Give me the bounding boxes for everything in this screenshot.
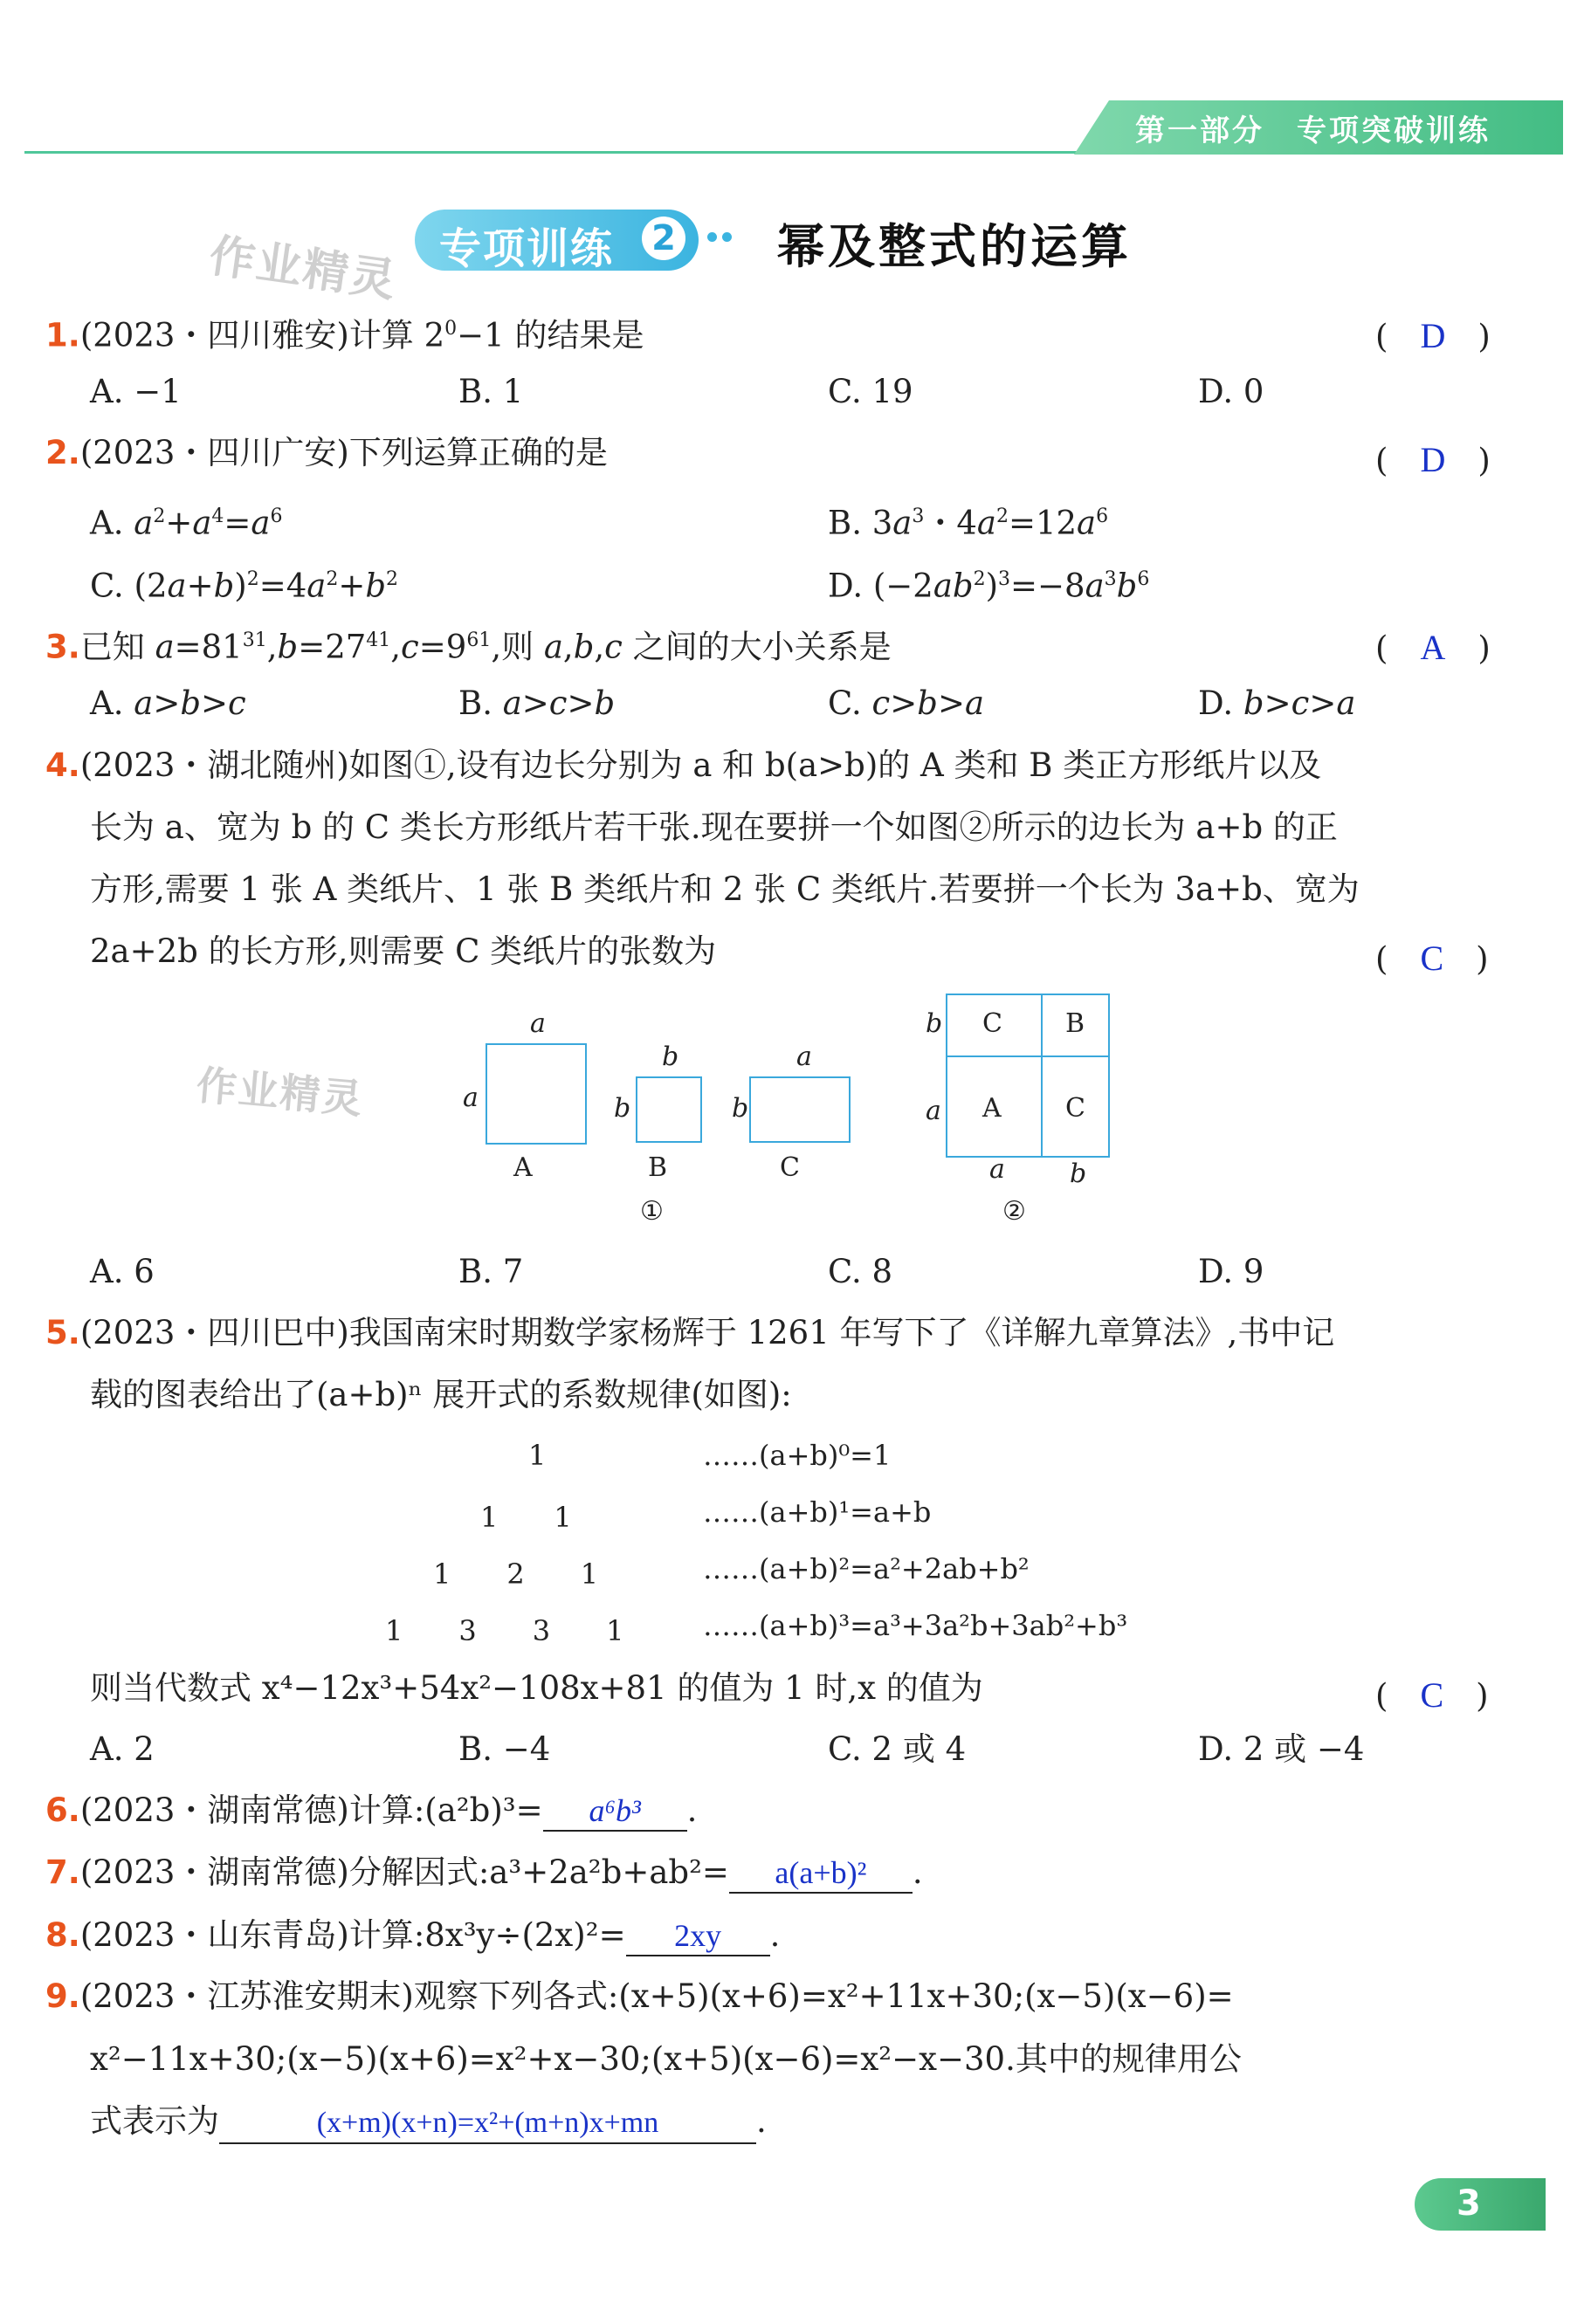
composite-square [946, 994, 1110, 1158]
title-badge-number: 2 [642, 217, 685, 260]
q5-option-b: B. −4 [458, 1730, 551, 1768]
question-4-line-1: 4.(2023・湖北随州)如图①,设有边长分别为 a 和 b(a>b)的 A 类和 B 类正方形纸片以及 [45, 746, 1322, 784]
q5-option-d: D. 2 或 −4 [1198, 1730, 1365, 1768]
composite-vline [1041, 994, 1043, 1156]
title-badge: 专项训练 [415, 210, 699, 271]
q1-option-d: D. 0 [1198, 373, 1264, 410]
cell-A: A [982, 1093, 1002, 1124]
triangle-row-0: 1 [528, 1439, 547, 1472]
q1-option-a: A. −1 [90, 373, 182, 410]
figure-1-label: ① [640, 1196, 664, 1227]
q4-option-a: A. 6 [90, 1253, 155, 1290]
label-comp-bottom-a: a [989, 1154, 1005, 1185]
triangle-row-3: 1 3 3 1 [385, 1614, 624, 1647]
triangle-row-2: 1 2 1 [433, 1557, 599, 1591]
cell-B: B [1065, 1008, 1085, 1039]
answer-2: ( D ) [1375, 440, 1491, 479]
label-a-left: a [463, 1083, 479, 1113]
cell-C1: C [982, 1008, 1002, 1039]
figure-2-label: ② [1002, 1196, 1026, 1227]
expansion-1: ……(a+b)¹=a+b [703, 1495, 932, 1529]
question-4-line-3: 方形,需要 1 张 A 类纸片、1 张 B 类纸片和 2 张 C 类纸片.若要拼一个长为 3a+b、宽为 [90, 870, 1360, 908]
answer-3: ( A ) [1375, 628, 1491, 667]
question-9-line-1: 9.(2023・江苏淮安期末)观察下列各式:(x+5)(x+6)=x²+11x+30;(x−5)(x−6)= [45, 1977, 1234, 2015]
question-9-line-2: x²−11x+30;(x−5)(x+6)=x²+x−30;(x+5)(x−6)=x²−x−30.其中的规律用公 [90, 2040, 1242, 2078]
label-comp-b: b [926, 1008, 943, 1039]
q1-option-b: B. 1 [458, 373, 524, 410]
square-b [636, 1076, 702, 1143]
section-label: 第一部分 专项突破训练 [1135, 113, 1491, 148]
answer-6: a⁶b³ [543, 1791, 687, 1832]
cell-C2: C [1065, 1093, 1085, 1124]
q3-option-d: D. b>c>a [1198, 684, 1356, 722]
answer-8: 2xy [626, 1916, 770, 1956]
label-B: B [648, 1152, 668, 1183]
q2-option-d: D. $(-2ab^2)^3=-8a^3b^6$ [828, 567, 1150, 605]
expansion-0: ……(a+b)⁰=1 [703, 1439, 892, 1472]
label-b-top: b [662, 1042, 679, 1072]
question-7: 7.(2023・湖南常德)分解因式:a³+2a²b+ab²= a(a+b)² . [45, 1853, 923, 1894]
watermark: 作业精灵 [206, 230, 401, 308]
q2-option-c: C. $(2a+b)^2=4a^2+b^2$ [90, 567, 399, 605]
question-5-ask: 则当代数式 x⁴−12x³+54x²−108x+81 的值为 1 时,x 的值为 [90, 1669, 983, 1707]
label-A: A [513, 1152, 533, 1183]
q1-option-c: C. 19 [828, 373, 913, 410]
question-4-line-2: 长为 a、宽为 b 的 C 类长方形纸片若干张.现在要拼一个如图②所示的边长为 a+b 的正 [90, 808, 1338, 846]
question-1: 1.(2023・四川雅安)计算 $2^0-1$ 的结果是 [45, 316, 644, 354]
q3-option-b: B. a>c>b [458, 684, 616, 722]
question-9-line-3: 式表示为 (x+m)(x+n)=x²+(m+n)x+mn . [90, 2102, 767, 2144]
page-number: 3 [1415, 2178, 1546, 2231]
answer-4: ( C ) [1375, 939, 1489, 978]
q3-option-c: C. c>b>a [828, 684, 985, 722]
q4-option-d: D. 9 [1198, 1253, 1264, 1290]
question-5-line-1: 5.(2023・四川巴中)我国南宋时期数学家杨辉于 1261 年写下了《详解九章算法》,书中记 [45, 1314, 1335, 1351]
q5-option-c: C. 2 或 4 [828, 1730, 967, 1768]
question-5-line-2: 载的图表给出了(a+b)ⁿ 展开式的系数规律(如图): [90, 1376, 792, 1413]
question-4-line-4: 2a+2b 的长方形,则需要 C 类纸片的张数为 [90, 932, 717, 970]
q5-option-a: A. 2 [90, 1730, 155, 1768]
page-title: 幂及整式的运算 [777, 219, 1132, 274]
watermark-2: 作业精灵 [194, 1061, 366, 1124]
question-3: 3.已知 $a=81^{31},b=27^{41},c=9^{61}$,则 a,b,c 之间的大小关系是 [45, 628, 892, 666]
answer-9: (x+m)(x+n)=x²+(m+n)x+mn [219, 2104, 756, 2144]
title-dots [707, 229, 737, 245]
label-C: C [780, 1152, 800, 1183]
q4-option-b: B. 7 [458, 1253, 524, 1290]
triangle-row-1: 1 1 [480, 1501, 572, 1534]
question-2: 2.(2023・四川广安)下列运算正确的是 [45, 434, 608, 471]
label-b-left: b [614, 1093, 631, 1124]
label-c-left: b [732, 1093, 749, 1124]
q4-option-c: C. 8 [828, 1253, 893, 1290]
expansion-2: ……(a+b)²=a²+2ab+b² [703, 1552, 1030, 1585]
question-6: 6.(2023・湖南常德)计算:(a²b)³= a⁶b³ . [45, 1791, 697, 1832]
composite-hline [946, 1055, 1108, 1057]
expansion-3: ……(a+b)³=a³+3a²b+3ab²+b³ [703, 1609, 1128, 1642]
q2-option-a: A. $a^2+a^4=a^6$ [90, 504, 283, 542]
rect-c [749, 1076, 851, 1143]
answer-5: ( C ) [1375, 1675, 1489, 1715]
label-comp-bottom-b: b [1070, 1159, 1087, 1189]
answer-7: a(a+b)² [729, 1853, 913, 1894]
label-c-top: a [796, 1042, 812, 1072]
question-8: 8.(2023・山东青岛)计算:8x³y÷(2x)²= 2xy . [45, 1916, 780, 1956]
answer-1: ( D ) [1375, 316, 1491, 355]
label-comp-a: a [926, 1096, 941, 1126]
square-a [486, 1043, 587, 1145]
label-a-top: a [530, 1008, 546, 1039]
q3-option-a: A. a>b>c [90, 684, 246, 722]
q2-option-b: B. $3a^3$・$4a^2=12a^6$ [828, 504, 1109, 542]
